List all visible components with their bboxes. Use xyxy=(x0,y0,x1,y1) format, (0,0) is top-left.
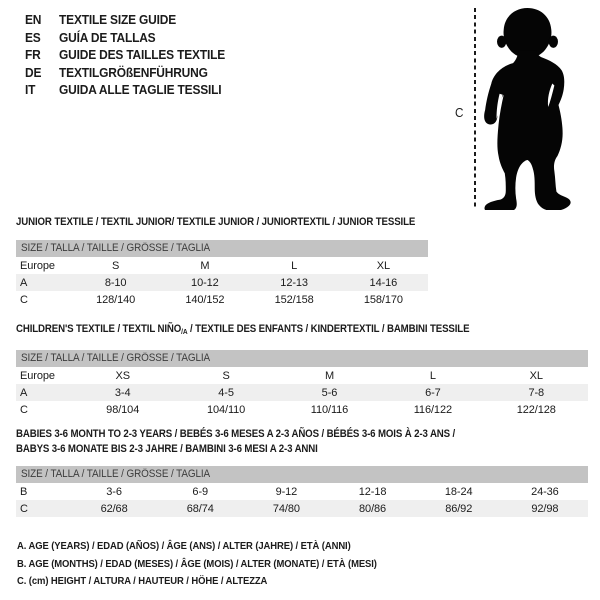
row-label: C xyxy=(20,403,28,416)
language-row-es xyxy=(25,29,225,47)
size-value-cell: XL xyxy=(529,369,543,382)
size-value-cell: 18-24 xyxy=(444,485,473,498)
guide-title-de: TEXTILGRÖßENFÜHRUNG xyxy=(59,64,208,80)
section-title-text: JUNIOR TEXTILE / TEXTIL JUNIOR/ TEXTILE JUNIOR / JUNIORTEXTIL / JUNIOR TESSILE xyxy=(16,216,416,228)
size-value-cell: XS xyxy=(115,369,130,382)
baby-silhouette-icon xyxy=(481,6,574,210)
size-value-cell: 9-12 xyxy=(275,485,298,498)
size-value-cell: S xyxy=(112,259,120,272)
language-code: ES xyxy=(25,29,41,45)
size-table xyxy=(16,257,428,308)
size-table-row xyxy=(16,257,428,274)
section-title-line xyxy=(16,215,416,229)
language-code: EN xyxy=(25,12,42,28)
size-value-cell: XL xyxy=(376,259,390,272)
size-table-header-bar xyxy=(16,466,588,483)
size-value-cell: 7-8 xyxy=(528,386,545,399)
language-code: DE xyxy=(25,64,42,80)
section-title-line xyxy=(16,427,519,442)
size-value-cell: 5-6 xyxy=(321,386,338,399)
height-measure-dashed-line xyxy=(474,8,476,208)
size-table-row xyxy=(16,401,588,418)
row-label: C xyxy=(20,502,28,515)
section-title-line xyxy=(16,322,519,339)
size-value-cell: 62/68 xyxy=(100,502,128,515)
size-value-cell: 86/92 xyxy=(445,502,473,515)
size-table-row xyxy=(16,483,588,500)
row-label: A xyxy=(20,276,28,289)
size-table-row xyxy=(16,367,588,384)
size-value-cell: 6-9 xyxy=(192,485,209,498)
children-size-section xyxy=(16,322,588,418)
size-value-cell: 12-13 xyxy=(280,276,308,289)
size-value-cell: M xyxy=(200,259,210,272)
section-title-text: / TEXTILE DES ENFANTS / KINDERTEXTIL / BAMBINI TESSILE xyxy=(187,323,470,335)
size-value-cell: 3-4 xyxy=(114,386,131,399)
language-row-de xyxy=(25,64,225,82)
size-value-cell: 68/74 xyxy=(186,502,214,515)
guide-title-fr: GUIDE DES TAILLES TEXTILE xyxy=(59,47,225,63)
size-value-cell: 92/98 xyxy=(531,502,559,515)
size-table xyxy=(16,367,588,418)
footnote-height-cm: C. (cm) HEIGHT / ALTURA / HAUTEUR / HÖHE / ALTEZZA xyxy=(17,575,268,587)
size-table-header-text: SIZE / TALLA / TAILLE / GRÖSSE / TAGLIA xyxy=(21,242,211,254)
size-table-row xyxy=(16,291,428,308)
footnote-age-years: A. AGE (YEARS) / EDAD (AÑOS) / ÂGE (ANS) / ALTER (JAHRE) / ETÀ (ANNI) xyxy=(17,540,351,552)
junior-size-section xyxy=(16,215,428,308)
size-value-cell: 12-18 xyxy=(358,485,387,498)
section-title-text: CHILDREN'S TEXTILE / TEXTIL NIÑO xyxy=(16,323,182,335)
language-code: FR xyxy=(25,47,41,63)
size-value-cell: 104/110 xyxy=(206,403,246,416)
language-row-en xyxy=(25,11,225,29)
row-label: C xyxy=(20,293,28,306)
section-title-text: BABIES 3-6 MONTH TO 2-3 YEARS / BEBÉS 3-6 MESES A 2-3 AÑOS / BÉBÉS 3-6 MOIS À 2-3 ANS / xyxy=(16,428,456,440)
size-value-cell: 14-16 xyxy=(369,276,398,289)
size-table-header-text: SIZE / TALLA / TAILLE / GRÖSSE / TAGLIA xyxy=(21,468,211,480)
size-value-cell: 122/128 xyxy=(516,403,556,416)
size-value-cell: 152/158 xyxy=(274,293,314,306)
language-row-fr xyxy=(25,46,225,64)
size-table-header-bar xyxy=(16,350,588,367)
section-title-text: BABYS 3-6 MONATE BIS 2-3 JAHRE / BAMBINI 3-6 MESI A 2-3 ANNI xyxy=(16,443,318,455)
size-value-cell: L xyxy=(429,369,436,382)
section-title-text: /A xyxy=(181,327,188,336)
size-value-cell: 158/170 xyxy=(363,293,403,306)
size-value-cell: 140/152 xyxy=(185,293,225,306)
size-value-cell: 8-10 xyxy=(104,276,127,289)
babies-size-section xyxy=(16,427,588,517)
language-legend xyxy=(25,11,225,99)
row-label: A xyxy=(20,386,28,399)
size-table-row xyxy=(16,384,588,401)
size-value-cell: 3-6 xyxy=(106,485,122,498)
footnote-age-months: B. AGE (MONTHS) / EDAD (MESES) / ÂGE (MOIS) / ALTER (MONATE) / ETÀ (MESI) xyxy=(17,557,377,570)
size-value-cell: 6-7 xyxy=(425,386,441,399)
size-value-cell: 74/80 xyxy=(272,502,300,515)
row-label: Europe xyxy=(20,369,55,382)
size-value-cell: 24-36 xyxy=(531,485,559,498)
size-value-cell: 128/140 xyxy=(96,293,136,306)
size-value-cell: 110/116 xyxy=(310,403,349,416)
guide-title-es: GUÍA DE TALLAS xyxy=(59,29,156,45)
footnotes xyxy=(17,538,417,591)
row-label: Europe xyxy=(20,259,55,272)
section-title xyxy=(16,322,519,339)
size-value-cell: L xyxy=(291,259,298,272)
size-value-cell: 4-5 xyxy=(218,386,234,399)
size-value-cell: S xyxy=(222,369,230,382)
size-table-header-text: SIZE / TALLA / TAILLE / GRÖSSE / TAGLIA xyxy=(21,352,211,364)
guide-title-en: TEXTILE SIZE GUIDE xyxy=(59,12,177,28)
guide-title-it: GUIDA ALLE TAGLIE TESSILI xyxy=(59,82,222,98)
size-value-cell: 116/122 xyxy=(413,403,452,416)
size-value-cell: M xyxy=(324,369,335,382)
size-table-header-bar xyxy=(16,240,428,257)
section-title-line xyxy=(16,442,519,457)
size-value-cell: 98/104 xyxy=(106,403,140,416)
language-row-it xyxy=(25,81,225,99)
language-code: IT xyxy=(25,82,36,98)
row-label: B xyxy=(20,485,28,498)
size-value-cell: 80/86 xyxy=(359,502,387,515)
size-value-cell: 10-12 xyxy=(191,276,219,289)
section-title xyxy=(16,427,519,457)
size-table xyxy=(16,483,588,517)
size-table-row xyxy=(16,274,428,291)
height-measure-label: C xyxy=(455,105,464,120)
section-title xyxy=(16,215,416,229)
size-table-row xyxy=(16,500,588,517)
